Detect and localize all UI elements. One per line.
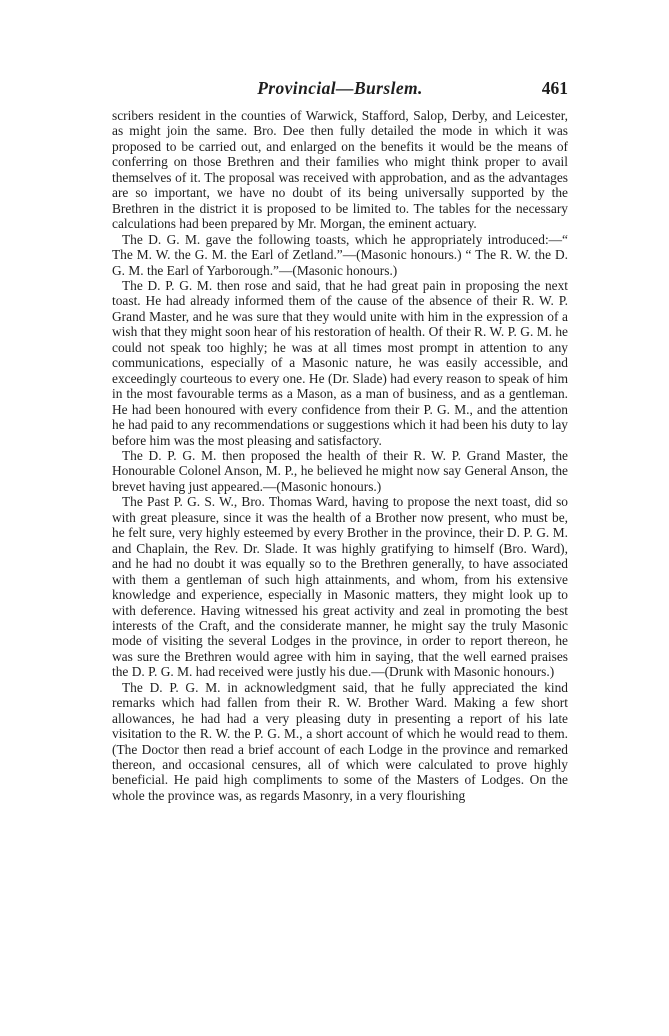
paragraph-continuation: scribers resident in the counties of Warwick, Stafford, Salop, Derby, and Leicester, as might join the same. Bro. Dee then fully detailed the mode in which it was proposed to be carried out, and enlarged on the benefits it would be the means of conferring on those Brethren and their families who might think proper to avail themselves of it. The proposal was received with approbation, and as the advantages are so important, we have no doubt of its being universally supported by the Brethren in the district it is proposed to be limited to. The tables for the necessary calculations had been prepared by Mr. Morgan, the eminent actuary. — [112, 108, 568, 232]
paragraph-health-toast: The D. P. G. M. then proposed the health of their R. W. P. Grand Master, the Honourable Colonel Anson, M. P., he believed he might now say General Anson, the brevet having just appeared.—(Masonic honours.) — [112, 447, 568, 494]
body-text — [112, 108, 568, 803]
paragraph-grand-master: The D. P. G. M. then rose and said, that he had great pain in proposing the next toast. He had already informed them of the cause of the absence of their R. W. P. Grand Master, and he was sure that they would unite with him in the expression of a wish that they might soon hear of his restoration of health. Of their R. W. P. G. M. he could not speak too highly; he was at all times most prompt in attention to any communications, especially of a Masonic nature, he was easily accessible, and exceedingly courteous to every one. He (Dr. Slade) had every reason to speak of him in the most favourable terms as a Mason, as a man of business, and as a gentleman. He had been honoured with every confidence from their P. G. M., and the attention he had paid to any recommendations or suggestions which it had been his duty to lay before him was the most pleasing and satisfactory. — [112, 277, 568, 448]
paragraph-toasts: The D. G. M. gave the following toasts, which he appropriately introduced:—“ The M. W. the G. M. the Earl of Zetland.”—(Masonic honours.) “ The R. W. the D. G. M. the Earl of Yarborough.”—(Masonic honours.) — [112, 231, 568, 278]
running-title: Provincial—Burslem. — [257, 78, 423, 98]
running-head — [112, 78, 568, 108]
paragraph-acknowledgment: The D. P. G. M. in acknowledgment said, that he fully appreciated the kind remarks which had fallen from their R. W. Brother Ward. Making a few short allowances, he had had a very pleasing duty in presenting a report of his late visitation to the R. W. the P. G. M., a short account of which he would read to them. (The Doctor then read a brief account of each Lodge in the province and remarked thereon, and occasional censures, all of which were calculated to prove highly beneficial. He paid high compliments to some of the Masters of Lodges. On the whole the province was, as regards Masonry, in a very flourishing — [112, 679, 568, 803]
page-number: 461 — [541, 78, 568, 98]
book-page — [112, 78, 568, 803]
paragraph-ward-toast: The Past P. G. S. W., Bro. Thomas Ward, having to propose the next toast, did so with great pleasure, since it was the health of a Brother now present, who must be, he felt sure, very highly esteemed by every Brother in the province, their D. P. G. M. and Chaplain, the Rev. Dr. Slade. It was highly gratifying to himself (Bro. Ward), and he had no doubt it was equally so to the Brethren generally, to have associated with them a gentleman of such high attainments, and whom, from his extensive knowledge and experience, especially in Masonic matters, they might look up to with deference. Having witnessed his great activity and zeal in promoting the best interests of the Craft, and the considerate manner, he might say the truly Masonic mode of visiting the several Lodges in the province, in order to report thereon, he was sure the Brethren would agree with him in saying, that the well earned praises the D. P. G. M. had received were justly his due.—(Drunk with Masonic honours.) — [112, 494, 568, 680]
